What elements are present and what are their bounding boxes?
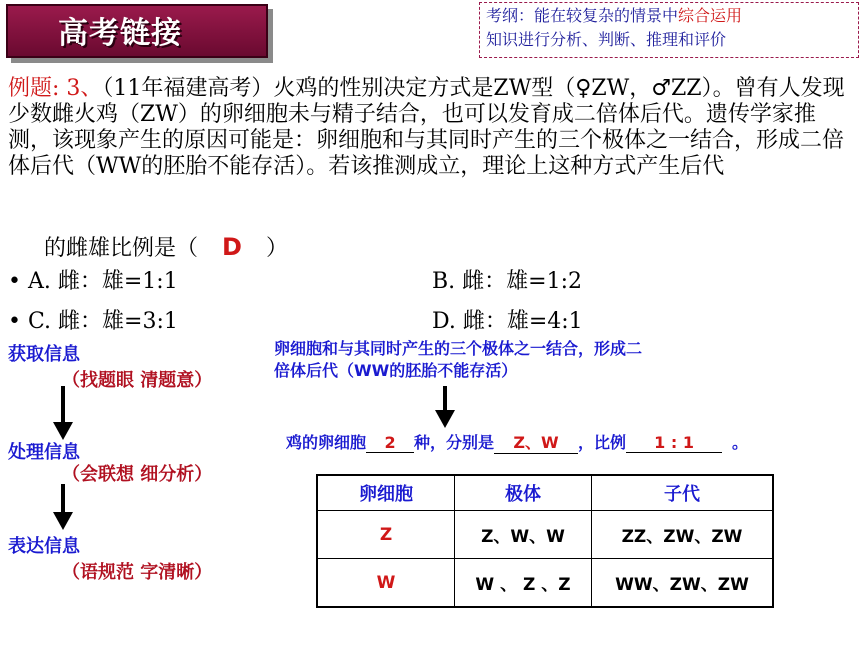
- egg-cell: Z: [317, 511, 455, 559]
- polar-cell: Z、W、W: [455, 511, 592, 559]
- option-c: [8, 304, 178, 335]
- fill-mid1: 种，分别是: [414, 433, 495, 452]
- info-line-2: 倍体后代（WW的胚胎不能存活）: [274, 361, 518, 380]
- question-label: 例题: 3、: [8, 76, 103, 101]
- header-offspring: 子代: [592, 475, 774, 511]
- table-row: [317, 511, 773, 559]
- polar-cell: W 、 Z 、Z: [455, 559, 592, 608]
- down-arrow-icon: [50, 482, 76, 534]
- bullet: •: [8, 309, 21, 334]
- fill-prefix: 鸡的卵细胞: [286, 433, 367, 452]
- step-title-2: 处理信息: [8, 442, 80, 463]
- option-c-text: C. 雌：雄=3:1: [27, 309, 178, 334]
- step-sub-2: （会联想 细分析）: [62, 464, 213, 485]
- step-title-1: 获取信息: [8, 344, 80, 365]
- syllabus-highlight: 综合运用: [678, 6, 743, 25]
- question-last-prefix: 的雌雄比例是（: [44, 236, 199, 261]
- offspring-cell: ZZ、ZW、ZW: [592, 511, 774, 559]
- step-sub-1: （找题眼 清题意）: [62, 370, 213, 391]
- step-sub-3: （语规范 字清晰）: [62, 562, 213, 583]
- syllabus-text: [486, 4, 854, 52]
- option-d-text: D. 雌：雄=4:1: [432, 309, 583, 334]
- option-b-text: B. 雌：雄=1:2: [432, 269, 582, 294]
- header-egg: 卵细胞: [317, 475, 455, 511]
- table-header-row: [317, 475, 773, 511]
- fill-types: Z、W: [494, 430, 578, 454]
- step-title-3: 表达信息: [8, 536, 80, 557]
- info-text: [274, 338, 642, 382]
- option-a-text: A. 雌：雄=1:1: [27, 269, 178, 294]
- syllabus-line2: 知识进行分析、判断、推理和评价: [486, 30, 727, 49]
- down-arrow-icon: [50, 384, 76, 444]
- header-polar: 极体: [455, 475, 592, 511]
- bullet: •: [8, 269, 21, 294]
- banner-title: 高考链接: [58, 16, 182, 51]
- fill-count: 2: [366, 433, 414, 453]
- gamete-table: [316, 474, 774, 608]
- question-last-suffix: ）: [266, 236, 289, 261]
- answer-letter: D: [222, 233, 242, 261]
- down-arrow-icon: [432, 384, 458, 432]
- table-row: [317, 559, 773, 608]
- question-paragraph: [8, 76, 848, 180]
- option-b: [432, 264, 582, 295]
- offspring-cell: WW、ZW、ZW: [592, 559, 774, 608]
- fill-end: 。: [732, 433, 749, 452]
- syllabus-prefix: 考纲：能在较复杂的情景中: [486, 6, 679, 25]
- fill-in-line: [286, 430, 748, 454]
- option-d: [432, 304, 583, 335]
- question-text: （11年福建高考）火鸡的性别决定方式是ZW型（♀ZW，♂ZZ）。曾有人发现少数雌火鸡（ZW）的卵细胞未与精子结合，也可以发育成二倍体后代。遗传学家推测，该现象产生的原因可能是：卵细胞和与其同时产生的三个极体之一结合，形成二倍体后代（WW的胚胎不能存活）。若该推测成立，理论上这种方式产生后代: [8, 76, 845, 179]
- info-line-1: 卵细胞和与其同时产生的三个极体之一结合，形成二: [274, 339, 643, 358]
- option-a: [8, 264, 178, 295]
- question-last-line: [44, 232, 288, 264]
- egg-cell: W: [317, 559, 455, 608]
- fill-ratio: 1 : 1: [626, 433, 722, 453]
- fill-mid2: ，比例: [578, 433, 627, 452]
